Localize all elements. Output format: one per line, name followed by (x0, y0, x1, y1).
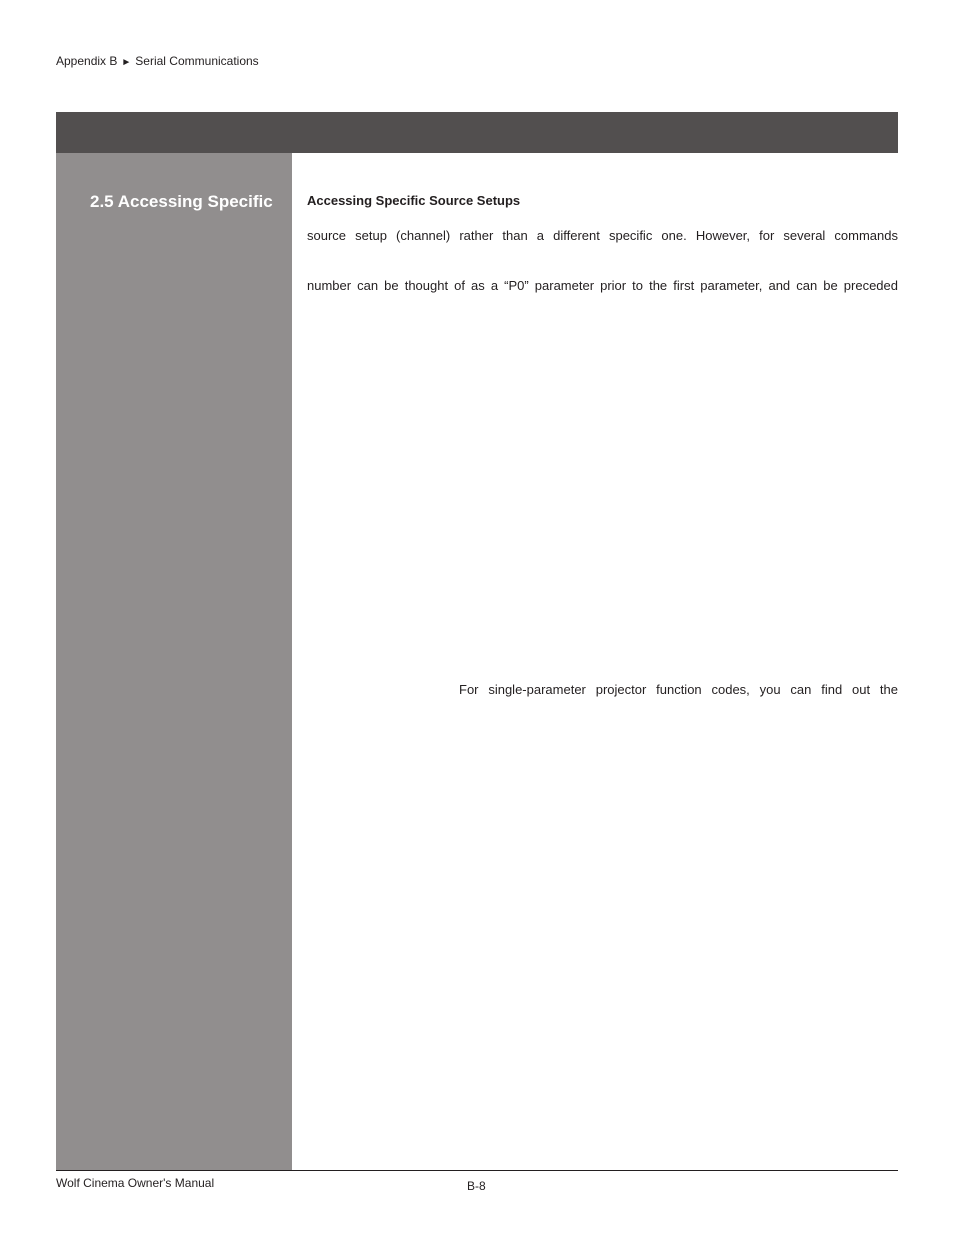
section-title: 2.5 Accessing Specific (90, 192, 273, 211)
footer-rule (56, 1170, 898, 1171)
body-text-line: source setup (channel) rather than a different specific one. However, for several commands (307, 228, 898, 243)
side-column (56, 153, 292, 1170)
breadcrumb (56, 54, 259, 68)
footer-manual-title: Wolf Cinema Owner's Manual (56, 1176, 215, 1190)
body-text-line: For single-parameter projector function codes, you can find out the (459, 682, 898, 697)
content-heading: Accessing Specific Source Setups (307, 193, 521, 208)
breadcrumb-arrow-icon: ► (121, 57, 132, 68)
page-number: B-8 (467, 1179, 486, 1193)
breadcrumb-section: Serial Communications (135, 54, 259, 68)
body-text-line: number can be thought of as a “P0” parameter prior to the first parameter, and can be preceded (307, 278, 898, 293)
breadcrumb-appendix: Appendix B (56, 54, 118, 68)
header-bar (56, 112, 898, 153)
